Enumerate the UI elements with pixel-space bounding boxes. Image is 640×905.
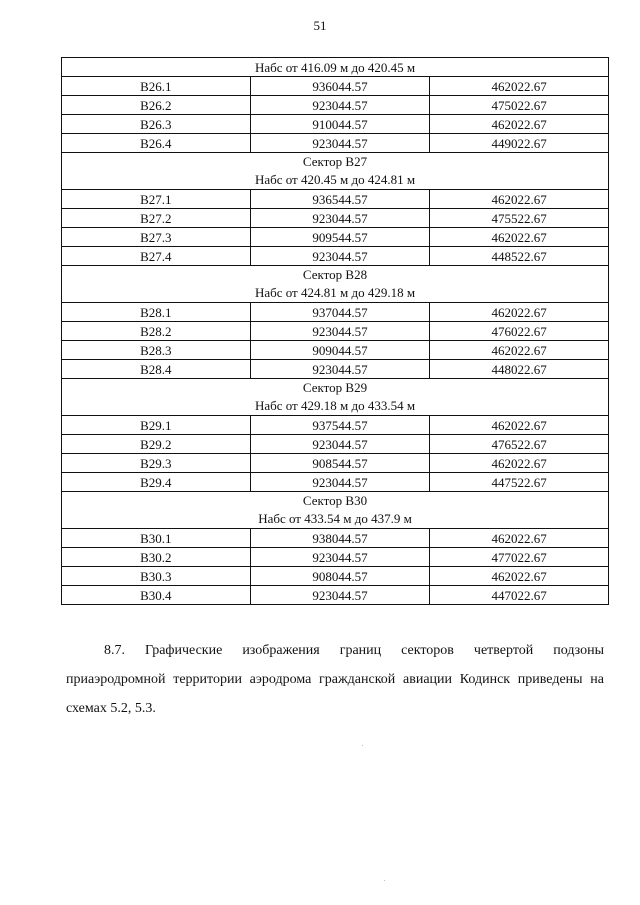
point-id-cell: В29.4 bbox=[62, 473, 251, 492]
point-id-cell: В27.4 bbox=[62, 247, 251, 266]
x-coordinate-cell: 923044.57 bbox=[250, 360, 430, 379]
point-id-cell: В29.1 bbox=[62, 416, 251, 435]
x-coordinate-cell: 936044.57 bbox=[250, 77, 430, 96]
y-coordinate-cell: 448522.67 bbox=[430, 247, 609, 266]
x-coordinate-cell: 923044.57 bbox=[250, 548, 430, 567]
x-coordinate-cell: 908044.57 bbox=[250, 567, 430, 586]
table-row bbox=[62, 360, 609, 379]
table-row bbox=[62, 586, 609, 605]
table-row bbox=[62, 548, 609, 567]
x-coordinate-cell: 923044.57 bbox=[250, 473, 430, 492]
x-coordinate-cell: 923044.57 bbox=[250, 247, 430, 266]
table-row bbox=[62, 134, 609, 153]
y-coordinate-cell: 447522.67 bbox=[430, 473, 609, 492]
y-coordinate-cell: 475022.67 bbox=[430, 96, 609, 115]
table-row bbox=[62, 473, 609, 492]
sector-header-cell bbox=[62, 266, 609, 303]
x-coordinate-cell: 936544.57 bbox=[250, 190, 430, 209]
sector-range: Набс от 429.18 м до 433.54 м bbox=[254, 398, 416, 413]
y-coordinate-cell: 477022.67 bbox=[430, 548, 609, 567]
point-id-cell: В27.2 bbox=[62, 209, 251, 228]
range-header-cell: Набс от 416.09 м до 420.45 м bbox=[62, 58, 609, 77]
range-header-row bbox=[62, 58, 609, 77]
y-coordinate-cell: 462022.67 bbox=[430, 529, 609, 548]
table-row bbox=[62, 303, 609, 322]
point-id-cell: В26.4 bbox=[62, 134, 251, 153]
y-coordinate-cell: 476522.67 bbox=[430, 435, 609, 454]
point-id-cell: В30.2 bbox=[62, 548, 251, 567]
x-coordinate-cell: 909044.57 bbox=[250, 341, 430, 360]
body-paragraph: 8.7. Графические изображения границ секторов четвертой подзоны приаэродромной территории аэродрома гражданской авиации Кодинск приведены на схемах 5.2, 5.3. bbox=[66, 643, 604, 716]
sector-range: Набс от 433.54 м до 437.9 м bbox=[258, 511, 412, 526]
point-id-cell: В29.3 bbox=[62, 454, 251, 473]
point-id-cell: В26.2 bbox=[62, 96, 251, 115]
x-coordinate-cell: 923044.57 bbox=[250, 209, 430, 228]
table-row bbox=[62, 247, 609, 266]
scan-speck bbox=[384, 880, 385, 881]
sector-range: Набс от 420.45 м до 424.81 м bbox=[254, 172, 416, 187]
sector-header-row bbox=[62, 379, 609, 416]
point-id-cell: В26.3 bbox=[62, 115, 251, 134]
x-coordinate-cell: 908544.57 bbox=[250, 454, 430, 473]
sector-header-row bbox=[62, 153, 609, 190]
sector-header-row bbox=[62, 266, 609, 303]
x-coordinate-cell: 937544.57 bbox=[250, 416, 430, 435]
x-coordinate-cell: 923044.57 bbox=[250, 134, 430, 153]
sector-title: Сектор В27 bbox=[302, 154, 368, 169]
x-coordinate-cell: 937044.57 bbox=[250, 303, 430, 322]
y-coordinate-cell: 462022.67 bbox=[430, 228, 609, 247]
table-row bbox=[62, 209, 609, 228]
x-coordinate-cell: 909544.57 bbox=[250, 228, 430, 247]
sector-header-cell bbox=[62, 492, 609, 529]
sector-title: Сектор В30 bbox=[302, 493, 368, 508]
table-row bbox=[62, 77, 609, 96]
table-row bbox=[62, 435, 609, 454]
point-id-cell: В27.3 bbox=[62, 228, 251, 247]
table-row bbox=[62, 567, 609, 586]
x-coordinate-cell: 910044.57 bbox=[250, 115, 430, 134]
y-coordinate-cell: 462022.67 bbox=[430, 567, 609, 586]
point-id-cell: В28.2 bbox=[62, 322, 251, 341]
point-id-cell: В29.2 bbox=[62, 435, 251, 454]
table-row bbox=[62, 454, 609, 473]
table-row bbox=[62, 228, 609, 247]
point-id-cell: В28.3 bbox=[62, 341, 251, 360]
sector-header-row bbox=[62, 492, 609, 529]
y-coordinate-cell: 475522.67 bbox=[430, 209, 609, 228]
y-coordinate-cell: 476022.67 bbox=[430, 322, 609, 341]
y-coordinate-cell: 462022.67 bbox=[430, 416, 609, 435]
x-coordinate-cell: 923044.57 bbox=[250, 96, 430, 115]
table-row bbox=[62, 96, 609, 115]
sector-title: Сектор В28 bbox=[302, 267, 368, 282]
y-coordinate-cell: 462022.67 bbox=[430, 190, 609, 209]
sector-coordinates-table bbox=[61, 57, 609, 605]
point-id-cell: В28.1 bbox=[62, 303, 251, 322]
y-coordinate-cell: 462022.67 bbox=[430, 115, 609, 134]
y-coordinate-cell: 462022.67 bbox=[430, 303, 609, 322]
y-coordinate-cell: 448022.67 bbox=[430, 360, 609, 379]
table-row bbox=[62, 416, 609, 435]
x-coordinate-cell: 923044.57 bbox=[250, 322, 430, 341]
table-row bbox=[62, 115, 609, 134]
point-id-cell: В27.1 bbox=[62, 190, 251, 209]
point-id-cell: В30.1 bbox=[62, 529, 251, 548]
y-coordinate-cell: 447022.67 bbox=[430, 586, 609, 605]
y-coordinate-cell: 449022.67 bbox=[430, 134, 609, 153]
table-row bbox=[62, 529, 609, 548]
point-id-cell: В30.3 bbox=[62, 567, 251, 586]
sector-header-cell bbox=[62, 153, 609, 190]
y-coordinate-cell: 462022.67 bbox=[430, 341, 609, 360]
sector-title: Сектор В29 bbox=[302, 380, 368, 395]
scan-speck bbox=[362, 745, 363, 746]
y-coordinate-cell: 462022.67 bbox=[430, 454, 609, 473]
page-number: 51 bbox=[313, 18, 327, 33]
table-row bbox=[62, 190, 609, 209]
sector-range: Набс от 424.81 м до 429.18 м bbox=[254, 285, 416, 300]
point-id-cell: В26.1 bbox=[62, 77, 251, 96]
y-coordinate-cell: 462022.67 bbox=[430, 77, 609, 96]
point-id-cell: В28.4 bbox=[62, 360, 251, 379]
table-row bbox=[62, 341, 609, 360]
x-coordinate-cell: 923044.57 bbox=[250, 586, 430, 605]
x-coordinate-cell: 938044.57 bbox=[250, 529, 430, 548]
table-row bbox=[62, 322, 609, 341]
x-coordinate-cell: 923044.57 bbox=[250, 435, 430, 454]
sector-header-cell bbox=[62, 379, 609, 416]
point-id-cell: В30.4 bbox=[62, 586, 251, 605]
